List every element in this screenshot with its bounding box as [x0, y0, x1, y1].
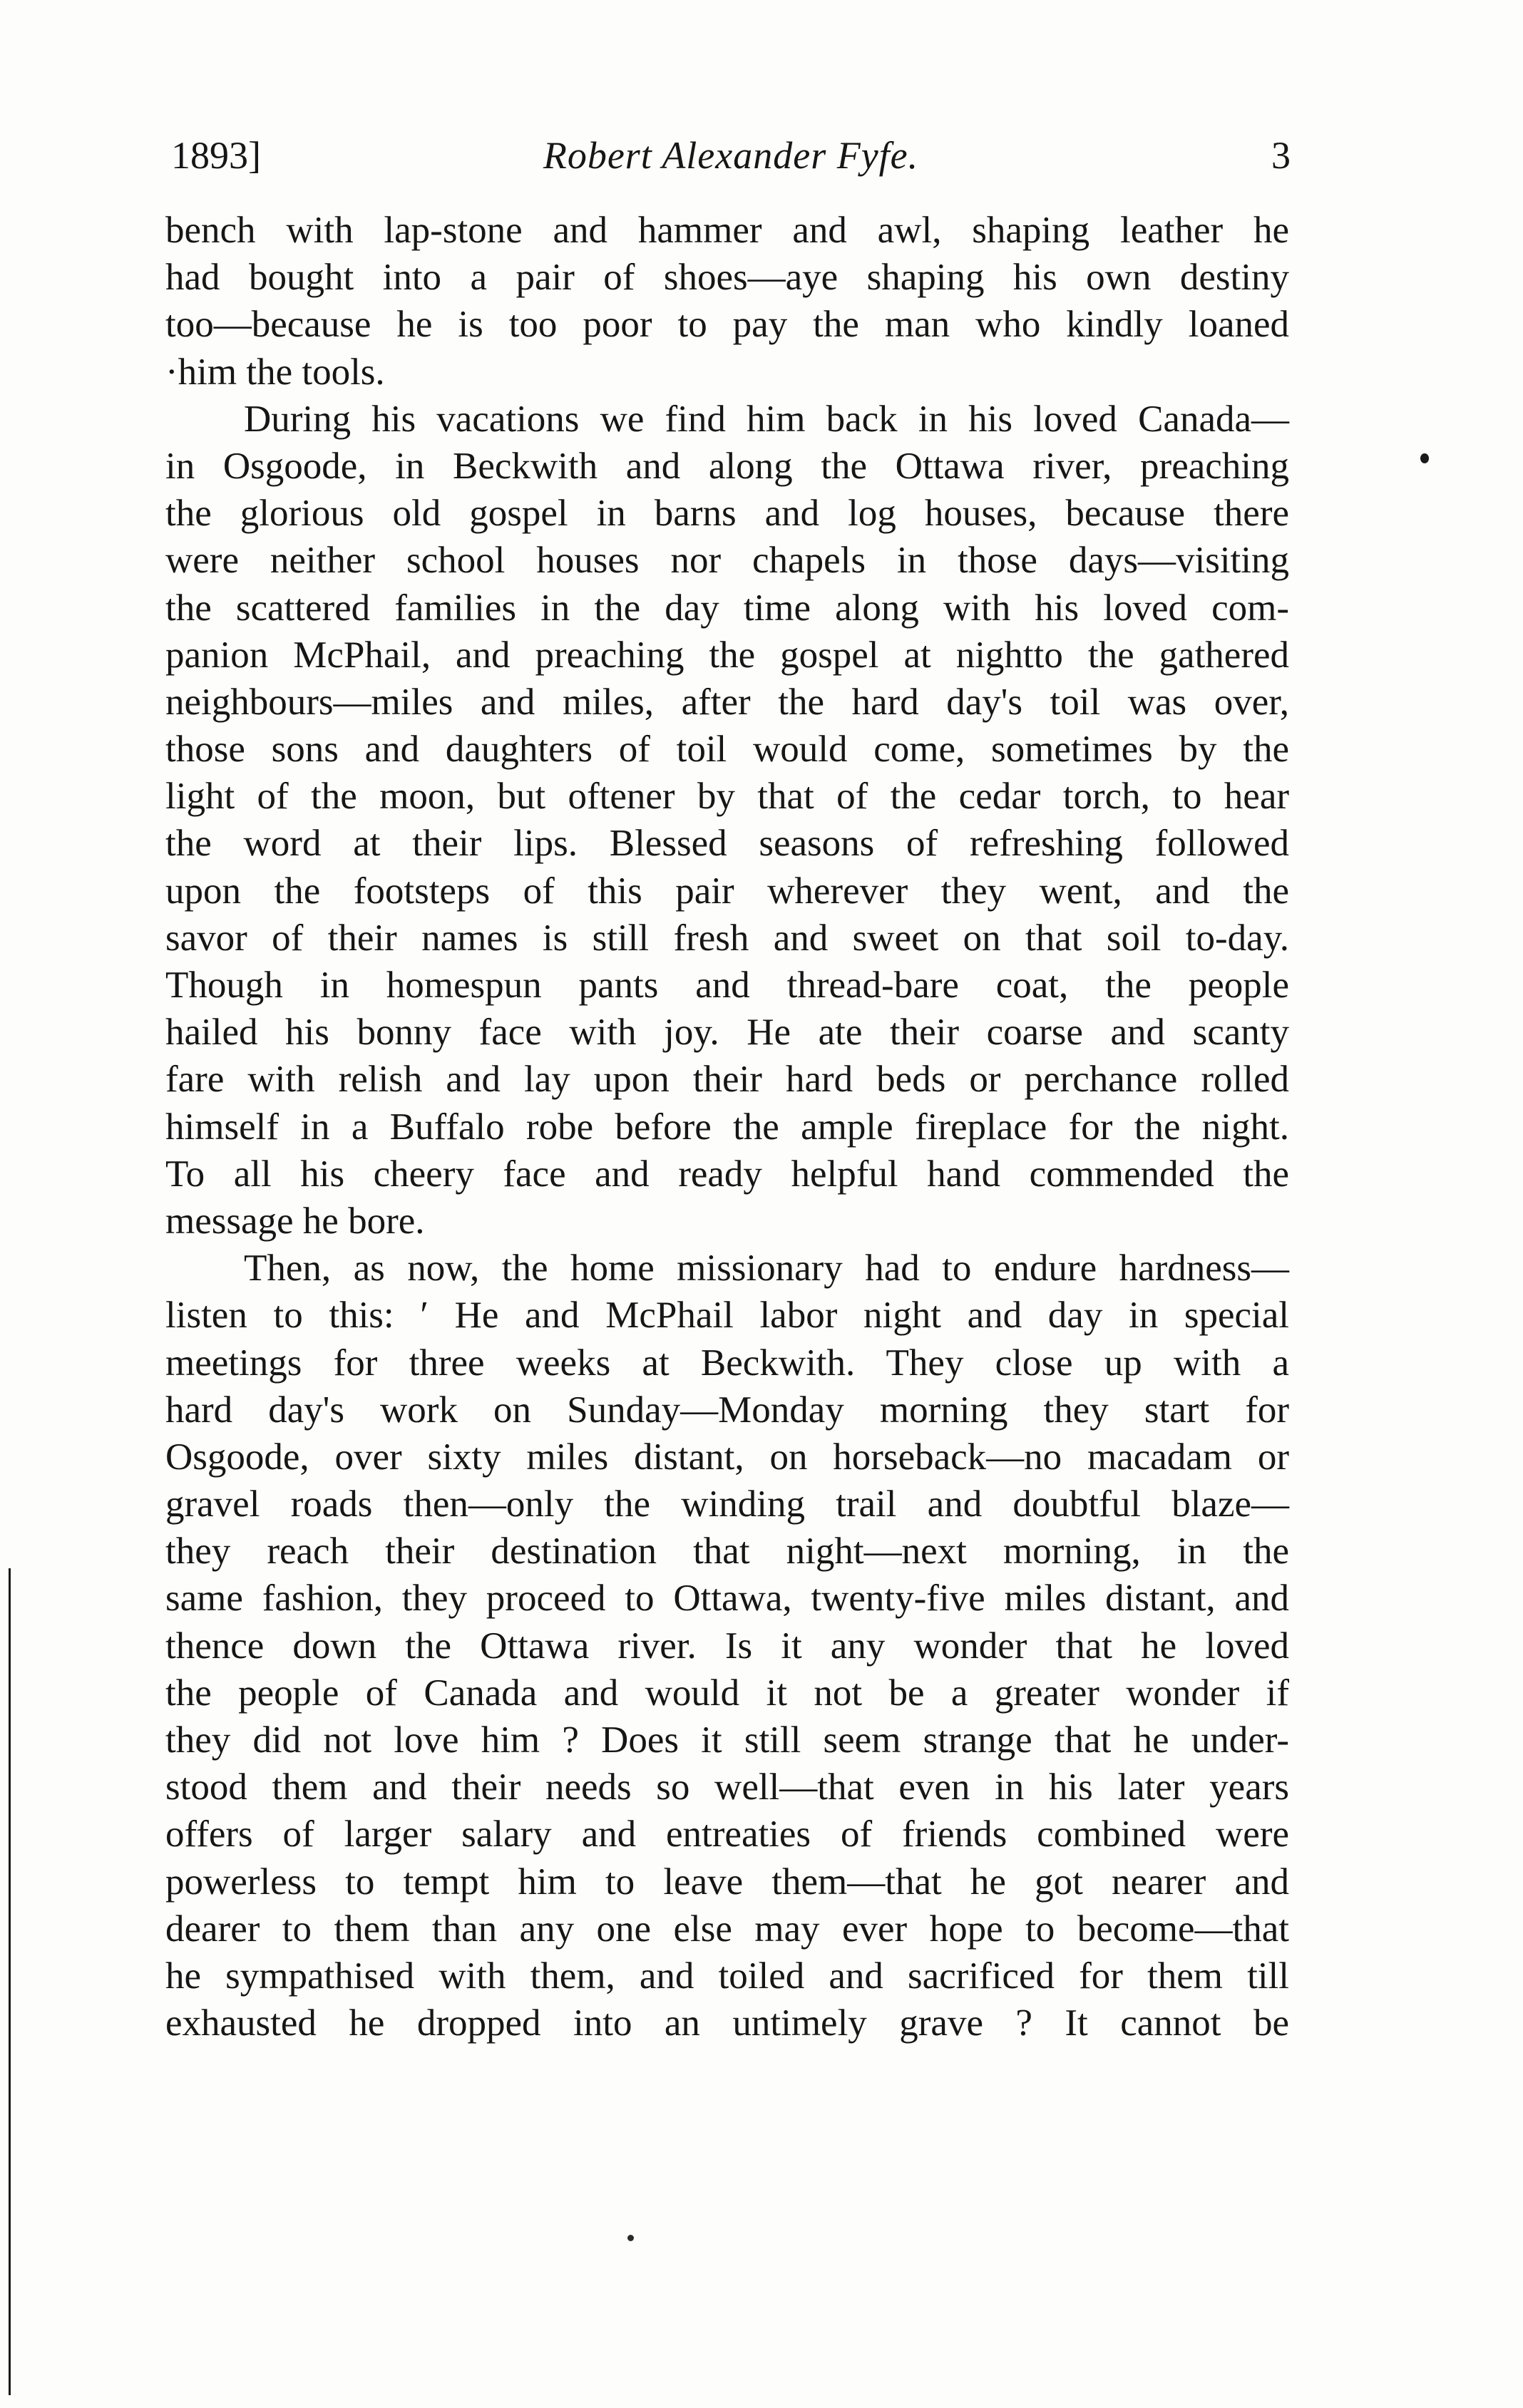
bottom-ink-dot: [627, 2235, 634, 2241]
text-line: [165, 490, 1289, 537]
text-line-content: gravel roads then—only the winding trail and doubtful blaze—: [165, 1483, 1289, 1525]
text-line-content: neighbours—miles and miles, after the hard day's toil was over,: [165, 681, 1289, 723]
text-line-content: the glorious old gospel in barns and log houses, because there: [165, 493, 1289, 535]
text-line: [165, 349, 1289, 396]
scan-edge-line: [9, 1568, 11, 2395]
text-line-content: upon the footsteps of this pair wherever they went, and the: [165, 870, 1289, 912]
text-line: [165, 1434, 1289, 1481]
text-line: [165, 868, 1289, 915]
text-line-content: listen to this: ′ He and McPhail labor night and day in special: [165, 1295, 1289, 1337]
text-line-content: too—because he is too poor to pay the man who kindly loaned: [165, 304, 1289, 346]
text-line-content: they reach their destination that night—next morning, in the: [165, 1530, 1289, 1573]
text-line-content: thence down the Ottawa river. Is it any wonder that he loved: [165, 1625, 1289, 1667]
text-line: [165, 1151, 1289, 1198]
page-number: 3: [1271, 134, 1291, 177]
text-line: [165, 1905, 1289, 1952]
text-line-content: had bought into a pair of shoes—aye shaping his own destiny: [165, 257, 1289, 299]
text-line: [165, 207, 1289, 254]
text-line: [165, 1245, 1289, 1292]
text-line-content: exhausted he dropped into an untimely grave ? It cannot be: [165, 2002, 1289, 2044]
text-line-content: they did not love him ? Does it still seem strange that he under-: [165, 1719, 1289, 1761]
text-line-content: he sympathised with them, and toiled and sacrificed for them till: [165, 1955, 1289, 1997]
text-line: [165, 1198, 1289, 1245]
text-line: [165, 396, 1289, 443]
text-line: [165, 537, 1289, 584]
text-line-content: hailed his bonny face with joy. He ate their coarse and scanty: [165, 1012, 1289, 1054]
text-line-content: During his vacations we find him back in his loved Canada—: [244, 398, 1289, 440]
text-line: [165, 915, 1289, 962]
text-line-content: Then, as now, the home missionary had to endure hardness—: [244, 1247, 1289, 1290]
text-line: [165, 1386, 1289, 1434]
text-line: [165, 2000, 1289, 2047]
text-line-content: To all his cheery face and ready helpful hand commended the: [165, 1153, 1289, 1195]
text-line-content: meetings for three weeks at Beckwith. They close up with a: [165, 1342, 1289, 1384]
text-line-content: light of the moon, but oftener by that of the cedar torch, to hear: [165, 776, 1289, 818]
text-line: [165, 1811, 1289, 1858]
text-line-content: those sons and daughters of toil would come, sometimes by the: [165, 729, 1289, 771]
text-line: [165, 301, 1289, 348]
text-line: [165, 962, 1289, 1009]
text-line-content: the scattered families in the day time along with his loved com-: [165, 587, 1289, 629]
text-line: [165, 1858, 1289, 1905]
text-line: [165, 1292, 1289, 1339]
text-line: [165, 1056, 1289, 1103]
text-line: [165, 1575, 1289, 1622]
text-line: [165, 1717, 1289, 1764]
header-year: 1893]: [171, 134, 261, 177]
text-line: [165, 1528, 1289, 1575]
text-line-content: himself in a Buffalo robe before the ample fireplace for the night.: [165, 1106, 1289, 1148]
text-line-content: bench with lap-stone and hammer and awl, shaping leather he: [165, 210, 1289, 251]
text-line-content: in Osgoode, in Beckwith and along the Ottawa river, preaching: [165, 445, 1289, 487]
text-line-content: Osgoode, over sixty miles distant, on horseback—no macadam or: [165, 1436, 1289, 1478]
text-line-content: offers of larger salary and entreaties of friends combined were: [165, 1813, 1289, 1856]
body-text: [165, 207, 1289, 2047]
text-line-content: the people of Canada and would it not be a greater wonder if: [165, 1672, 1289, 1714]
text-line: [165, 1952, 1289, 2000]
text-line-content: ·him the tools.: [165, 351, 385, 393]
text-line-content: dearer to them than any one else may ever hope to become—that: [165, 1908, 1289, 1950]
text-line: [165, 1103, 1289, 1151]
header-title: Robert Alexander Fyfe.: [543, 134, 919, 177]
text-line-content: the word at their lips. Blessed seasons of refreshing followed: [165, 823, 1289, 865]
text-line: [165, 820, 1289, 867]
text-line: [165, 726, 1289, 773]
text-line-content: stood them and their needs so well—that even in his later years: [165, 1766, 1289, 1808]
text-line: [165, 1669, 1289, 1717]
text-line-content: fare with relish and lay upon their hard beds or perchance rolled: [165, 1059, 1289, 1101]
text-line: [165, 443, 1289, 490]
text-line: [165, 773, 1289, 820]
text-line-content: powerless to tempt him to leave them—that he got nearer and: [165, 1861, 1289, 1903]
text-line: [165, 1481, 1289, 1528]
text-line-content: panion McPhail, and preaching the gospel at nightto the gathered: [165, 634, 1289, 676]
text-line-content: same fashion, they proceed to Ottawa, twenty-five miles distant, and: [165, 1578, 1289, 1620]
text-line: [165, 1622, 1289, 1669]
text-line: [165, 254, 1289, 301]
text-line-content: Though in homespun pants and thread-bare coat, the people: [165, 964, 1289, 1006]
text-line: [165, 1339, 1289, 1386]
text-line: [165, 1009, 1289, 1056]
text-line-content: were neither school houses nor chapels in those days—visiting: [165, 540, 1289, 582]
text-line-content: hard day's work on Sunday—Monday morning they start for: [165, 1389, 1289, 1431]
text-line-content: message he bore.: [165, 1200, 425, 1242]
text-line: [165, 679, 1289, 726]
margin-ink-dot: [1420, 453, 1429, 463]
text-line: [165, 1764, 1289, 1811]
text-line: [165, 585, 1289, 632]
running-header: [171, 127, 1291, 184]
text-line-content: savor of their names is still fresh and sweet on that soil to-day.: [165, 917, 1289, 959]
text-line: [165, 632, 1289, 679]
